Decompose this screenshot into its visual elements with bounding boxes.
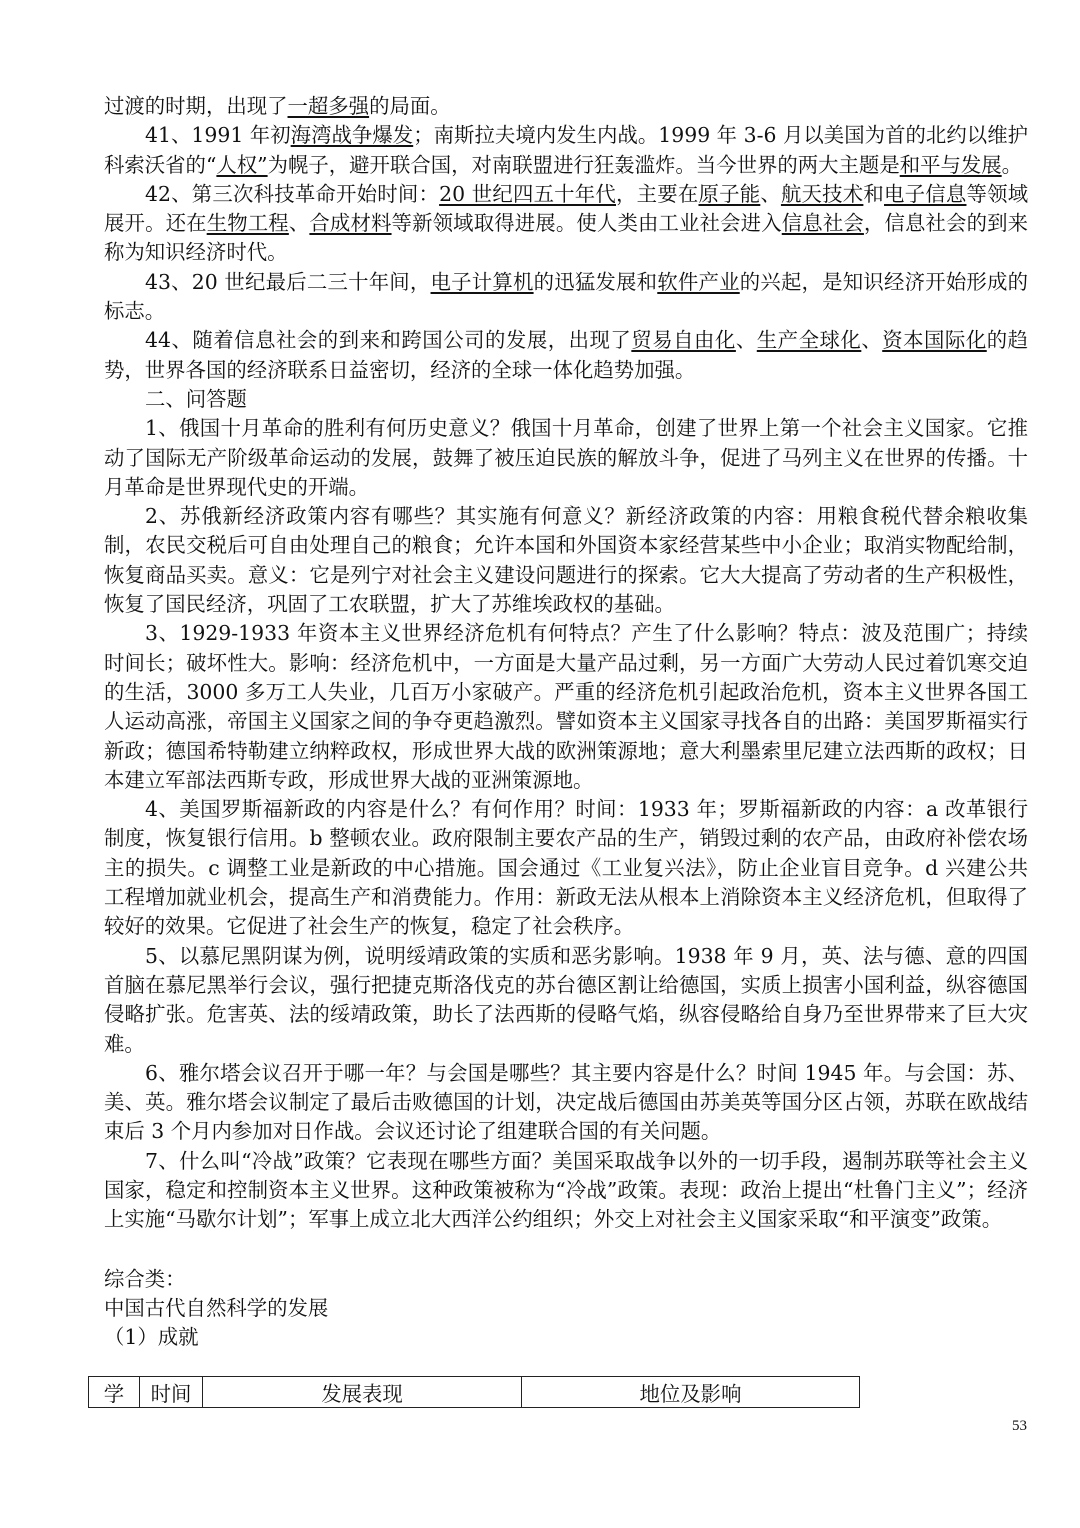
paragraph bbox=[104, 92, 1028, 121]
text-run: 42、第三次科技革命开始时间： bbox=[145, 181, 440, 206]
underlined-text: 合成材料 bbox=[309, 211, 392, 236]
text-run: 4、美国罗斯福新政的内容是什么？有何作用？时间：1933 年；罗斯福新政的内容：a 改革银行制度，恢复银行信用。b 整顿农业。政府限制主要农产品的生产，销毁过剩的农产品，由政府补偿农场主的损失。c 调整工业是新政的中心措施。国会通过《工业复兴法》，防止企业盲目竞争。d 兴建公共工程增加就业机会，提高生产和消费能力。作用：新政无法从根本上消除资本主义经济危机，但取得了较好的效果。它促进了社会生产的恢复，稳定了社会秩序。 bbox=[104, 797, 1028, 939]
paragraph bbox=[104, 795, 1028, 941]
underlined-text: 电子计算机 bbox=[430, 269, 534, 294]
text-run: 和 bbox=[863, 181, 885, 206]
underlined-text: 原子能 bbox=[698, 181, 761, 206]
text-run: 1、俄国十月革命的胜利有何历史意义？俄国十月革命，创建了世界上第一个社会主义国家。它推动了国际无产阶级革命运动的发展，鼓舞了被压迫民族的解放斗争，促进了马列主义在世界的传播。十月革命是世界现代史的开端。 bbox=[104, 416, 1028, 499]
text-run: 6、雅尔塔会议召开于哪一年？与会国是哪些？其主要内容是什么？时间 1945 年。与会国：苏、美、英。雅尔塔会议制定了最后击败德国的计划，决定战后德国由苏美英等国分区占领，苏联在欧战结束后 3 个月内参加对日作战。会议还讨论了组建联合国的有关问题。 bbox=[104, 1060, 1028, 1144]
text-run: 43、20 世纪最后二三十年间， bbox=[145, 269, 431, 294]
text-run: 。 bbox=[1001, 152, 1023, 177]
text-run: 为幌子，避开联合国，对南联盟进行狂轰滥炸。当今世界的两大主题是 bbox=[267, 152, 900, 177]
text-run: 的迅猛发展和 bbox=[533, 269, 658, 294]
paragraph bbox=[104, 326, 1028, 385]
text-run: 、 bbox=[760, 181, 781, 206]
underlined-text: 资本国际化 bbox=[882, 328, 987, 353]
sub-heading: （1）成就 bbox=[104, 1325, 199, 1350]
text-run: 41、1991 年初 bbox=[145, 123, 291, 148]
text-run: 二、问答题 bbox=[145, 386, 247, 411]
text-run: 、 bbox=[861, 328, 883, 353]
text-run: 、 bbox=[288, 211, 310, 236]
underlined-text: 生产全球化 bbox=[756, 328, 862, 353]
underlined-text: 贸易自由化 bbox=[631, 328, 736, 353]
paragraph bbox=[104, 1147, 1028, 1235]
underlined-text: 电子信息 bbox=[884, 181, 967, 206]
table-header-cell: 地位及影响 bbox=[522, 1377, 860, 1408]
underlined-text: 海湾战争爆发 bbox=[290, 123, 414, 148]
text-run: ，主要在 bbox=[616, 181, 699, 206]
paragraph bbox=[104, 385, 1028, 414]
page-number: 53 bbox=[1012, 1418, 1027, 1434]
table-header-row bbox=[89, 1377, 860, 1408]
paragraph bbox=[104, 180, 1028, 268]
underlined-text: 20 世纪四五十年代 bbox=[439, 181, 617, 206]
table-header-cell: 发展表现 bbox=[203, 1377, 522, 1408]
table-header-cell: 学 bbox=[89, 1377, 140, 1408]
text-run: ；南斯拉夫境内发生内战。1999 年 3-6 月以美国为首的北约以维护科索沃省的“ bbox=[104, 123, 1029, 177]
underlined-text: 和平与发展 bbox=[899, 152, 1002, 177]
paragraph bbox=[104, 1059, 1028, 1147]
table-header-cell: 时间 bbox=[140, 1377, 203, 1408]
paragraph bbox=[104, 942, 1028, 1059]
text-run: 、 bbox=[735, 328, 757, 353]
text-run: ，信息社会的到来称为知识经济时代。 bbox=[104, 211, 1029, 265]
underlined-text: 软件产业 bbox=[657, 269, 740, 294]
text-run: 7、什么叫“冷战”政策？它表现在哪些方面？美国采取战争以外的一切手段，遏制苏联等社会主义国家，稳定和控制资本主义世界。这种政策被称为“冷战”政策。表现：政治上提出“杜鲁门主义”；经济上实施“马歇尔计划”；军事上成立北大西洋公约组织；外交上对社会主义国家采取“和平演变”政策。 bbox=[104, 1148, 1028, 1232]
text-run: 的趋势，世界各国的经济联系日益密切，经济的全球一体化趋势加强。 bbox=[104, 328, 1029, 382]
text-run: 等领域展开。还在 bbox=[104, 181, 1029, 236]
paragraph bbox=[104, 414, 1028, 502]
text-run: 的局面。 bbox=[369, 94, 451, 118]
paragraph bbox=[104, 121, 1028, 180]
paragraph bbox=[104, 268, 1028, 327]
text-run: 3、1929-1933 年资本主义世界经济危机有何特点？产生了什么影响？特点：波及范围广；持续时间长；破坏性大。影响：经济危机中，一方面是大量产品过剩，另一方面广大劳动人民过着饥寒交迫的生活，3000 多万工人失业，几百万小家破产。严重的经济危机引起政治危机，资本主义世界各国工人运动高涨，帝国主义国家之间的争夺更趋激烈。譬如资本主义国家寻找各自的出路：美国罗斯福实行新政；德国希特勒建立纳粹政权，形成世界大战的欧洲策源地；意大利墨索里尼建立法西斯的政权；日本建立军部法西斯专政，形成世界大战的亚洲策源地。 bbox=[104, 621, 1028, 792]
paragraph bbox=[104, 502, 1028, 619]
text-run: 等新领域取得进展。使人类由工业社会进入 bbox=[391, 211, 782, 236]
text-run: 的兴起，是知识经济开始形成的标志。 bbox=[104, 269, 1029, 324]
achievements-table bbox=[88, 1376, 860, 1408]
spacer bbox=[104, 1235, 1028, 1265]
document-body bbox=[104, 92, 1028, 1352]
text-run: 过渡的时期，出现了 bbox=[104, 94, 288, 118]
paragraph bbox=[104, 619, 1028, 795]
underlined-text: 人权” bbox=[216, 152, 268, 177]
underlined-text: 航天技术 bbox=[780, 181, 864, 206]
subsection-title: 中国古代自然科学的发展 bbox=[104, 1295, 329, 1320]
text-run: 5、以慕尼黑阴谋为例，说明绥靖政策的实质和恶劣影响。1938 年 9 月，英、法与德、意的四国首脑在慕尼黑举行会议，强行把捷克斯洛伐克的苏台德区割让给德国，实质上损害小国利益，纵容德国侵略扩张。危害英、法的绥靖政策，助长了法西斯的侵略气焰，纵容侵略给自身乃至世界带来了巨大灾难。 bbox=[104, 943, 1028, 1056]
paragraph-list bbox=[104, 92, 1028, 1235]
section-title: 综合类： bbox=[104, 1266, 186, 1291]
underlined-text: 生物工程 bbox=[206, 211, 289, 236]
text-run: 2、苏俄新经济政策内容有哪些？其实施有何意义？新经济政策的内容：用粮食税代替余粮收集制，农民交税后可自由处理自己的粮食；允许本国和外国资本家经营某些中小企业；取消实物配给制，恢复商品买卖。意义：它是列宁对社会主义建设问题进行的探索。它大大提高了劳动者的生产积极性，恢复了国民经济，巩固了工农联盟，扩大了苏维埃政权的基础。 bbox=[104, 504, 1028, 617]
underlined-text: 信息社会 bbox=[781, 211, 864, 236]
text-run: 44、随着信息社会的到来和跨国公司的发展，出现了 bbox=[145, 328, 632, 353]
underlined-text: 一超多强 bbox=[287, 94, 370, 118]
